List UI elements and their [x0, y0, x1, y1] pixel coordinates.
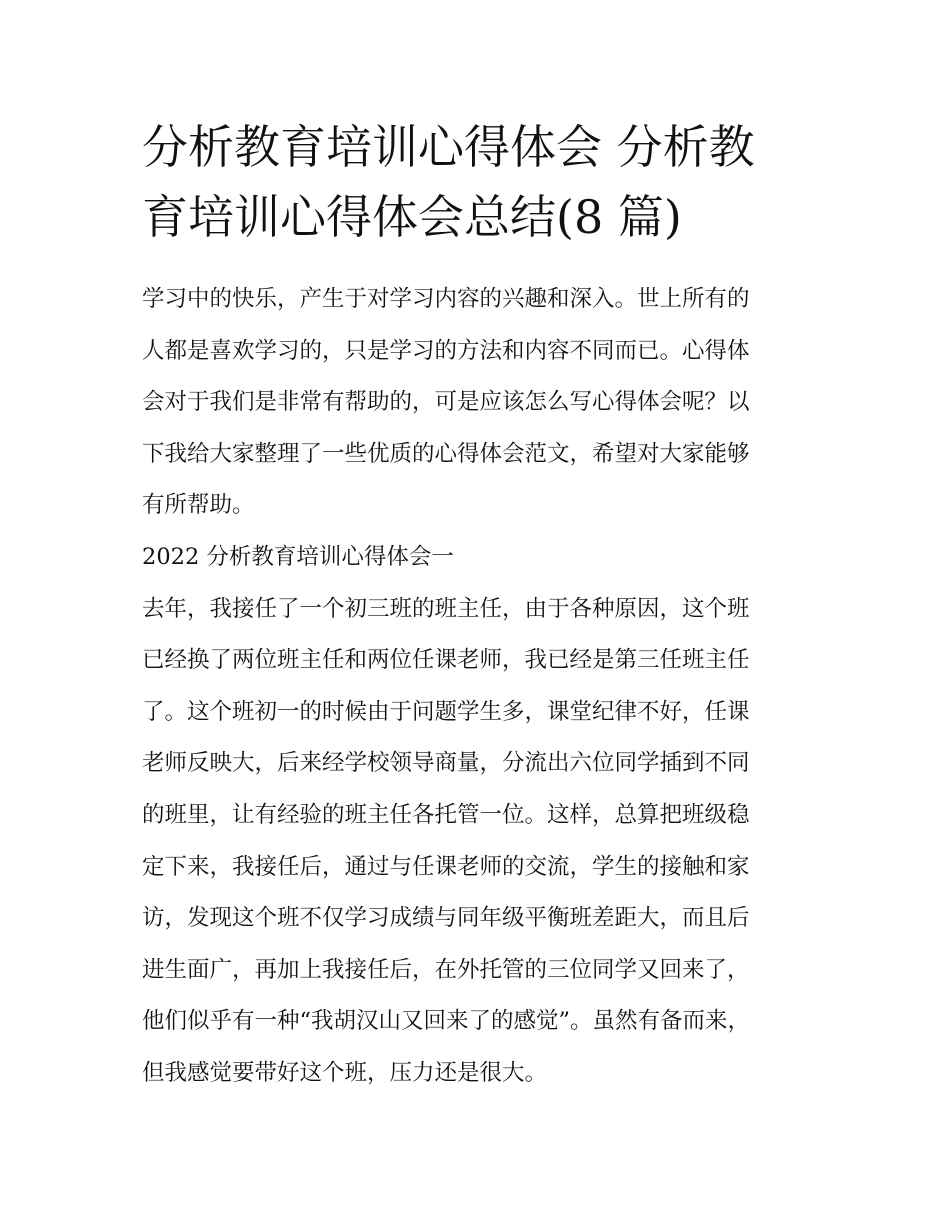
- body-line-5: 的班里，让有经验的班主任各托管一位。这样，总算把班级稳: [142, 801, 750, 828]
- body-line-7: 访，发现这个班不仅学习成绩与同年级平衡班差距大，而且后: [142, 905, 750, 932]
- intro-line-5: 有所帮助。: [142, 492, 255, 519]
- body-line-10: 但我感觉要带好这个班，压力还是很大。: [142, 1059, 548, 1086]
- title-line-2: 育培训心得体会总结(8 篇): [142, 190, 682, 244]
- document-page: [142, 112, 812, 1100]
- intro-line-2: 人都是喜欢学习的，只是学习的方法和内容不同而已。心得体: [142, 337, 750, 364]
- intro-paragraph: [142, 274, 812, 532]
- section-heading: 2022 分析教育培训心得体会一: [142, 543, 454, 570]
- document-title: [142, 112, 812, 252]
- body-line-4: 老师反映大，后来经学校领导商量，分流出六位同学插到不同: [142, 750, 750, 777]
- body-line-9: 他们似乎有一种“我胡汉山又回来了的感觉”。虽然有备而来，: [142, 1008, 751, 1035]
- intro-line-3: 会对于我们是非常有帮助的，可是应该怎么写心得体会呢？以: [142, 389, 750, 416]
- body-paragraph: [142, 584, 812, 1100]
- body-line-8: 进生面广，再加上我接任后，在外托管的三位同学又回来了，: [142, 956, 750, 983]
- intro-line-4: 下我给大家整理了一些优质的心得体会范文，希望对大家能够: [142, 440, 750, 467]
- body-line-2: 已经换了两位班主任和两位任课老师，我已经是第三任班主任: [142, 647, 750, 674]
- body-line-6: 定下来，我接任后，通过与任课老师的交流，学生的接触和家: [142, 853, 750, 880]
- body-line-3: 了。这个班初一的时候由于问题学生多，课堂纪律不好，任课: [142, 698, 750, 725]
- title-line-1: 分析教育培训心得体会 分析教: [142, 120, 755, 174]
- body-line-1: 去年，我接任了一个初三班的班主任，由于各种原因，这个班: [142, 595, 750, 622]
- intro-line-1: 学习中的快乐，产生于对学习内容的兴趣和深入。世上所有的: [142, 286, 750, 312]
